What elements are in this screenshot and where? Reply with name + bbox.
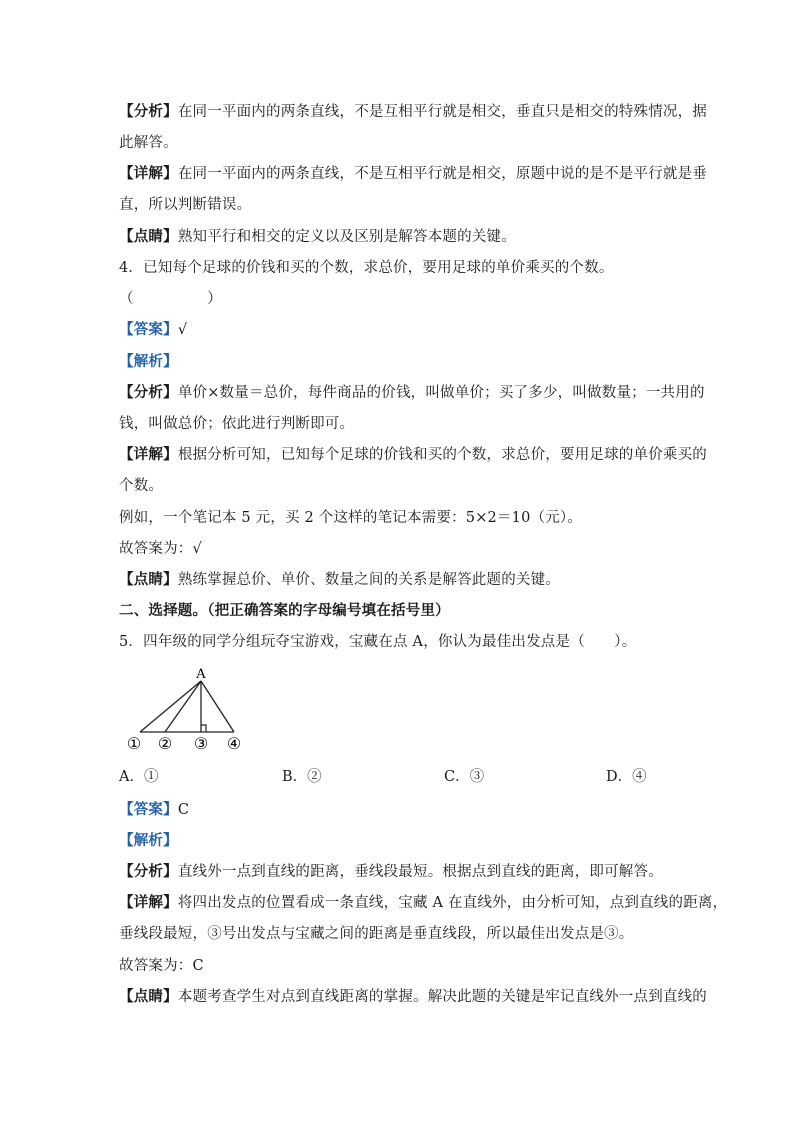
- q5-detail-line-1: [119, 893, 728, 913]
- q5-detail-text-1: 将四出发点的位置看成一条直线，宝藏 A 在直线外，由分析可知，点到直线的距离，: [177, 895, 728, 911]
- option-c[interactable]: [444, 767, 484, 787]
- detail-tag: 【详解】: [119, 165, 178, 182]
- q5-detail-text-2: 垂线段最短，③号出发点与宝藏之间的距离是垂直线段，所以最佳出发点是③。: [119, 926, 634, 942]
- section-title: 二、选择题。（把正确答案的字母编号填在括号里）: [119, 602, 450, 619]
- q4-answer-line: [119, 320, 679, 340]
- q4-analysis-line-1: [119, 383, 705, 403]
- q5-analysis-line: [119, 862, 679, 882]
- q3-comment-line: [119, 227, 679, 247]
- answer-tag: 【答案】: [119, 801, 178, 818]
- option-letter: A．: [119, 769, 144, 785]
- q4-example: 例如，一个笔记本 5 元，买 2 个这样的笔记本需要：5×2＝10（元）。: [119, 510, 583, 526]
- q3-detail-text-1: 在同一平面内的两条直线，不是互相平行就是相交，原题中说的是不是平行就是垂: [177, 166, 708, 182]
- side-4: [201, 681, 234, 732]
- q5-answer-line: [119, 800, 679, 820]
- comment-tag: 【点睛】: [119, 988, 178, 1005]
- comment-tag: 【点睛】: [119, 571, 178, 588]
- option-text: ③: [469, 769, 485, 785]
- option-letter: D．: [606, 769, 633, 785]
- explain-tag: 【解析】: [119, 353, 178, 370]
- apex-label: A: [196, 667, 206, 682]
- point-label-4: ④: [226, 734, 242, 753]
- q3-detail-line-1: [119, 164, 708, 184]
- option-a[interactable]: [119, 767, 158, 787]
- q4-comment-text: 熟练掌握总价、单价、数量之间的关系是解答此题的关键。: [177, 572, 561, 588]
- option-d[interactable]: [606, 767, 647, 787]
- analysis-tag: 【分析】: [119, 863, 178, 880]
- option-letter: C．: [444, 769, 470, 785]
- q3-analysis-line-1: [119, 102, 708, 122]
- q4-question: 4．已知每个足球的价钱和买的个数，求总价，要用足球的单价乘买的个数。: [119, 260, 614, 276]
- q3-analysis-text-1: 在同一平面内的两条直线，不是互相平行就是相交，垂直只是相交的特殊情况，据: [177, 104, 708, 120]
- q4-detail-line-1: [119, 445, 708, 465]
- analysis-tag: 【分析】: [119, 384, 178, 401]
- option-text: ②: [307, 769, 322, 785]
- q4-comment-line: [119, 570, 679, 590]
- detail-tag: 【详解】: [119, 894, 178, 911]
- q5-answer-value: C: [177, 802, 190, 818]
- point-label-1: ①: [126, 734, 142, 753]
- explain-tag: 【解析】: [119, 832, 178, 849]
- option-letter: B．: [282, 769, 308, 785]
- q5-question: 5．四年级的同学分组玩夺宝游戏，宝藏在点 A，你认为最佳出发点是（ ）。: [119, 634, 637, 650]
- analysis-tag: 【分析】: [119, 103, 178, 120]
- answer-tag: 【答案】: [119, 321, 178, 338]
- q5-analysis-text: 直线外一点到直线的距离，垂线段最短。根据点到直线的距离，即可解答。: [177, 864, 663, 880]
- point-label-3: ③: [193, 734, 209, 753]
- q3-comment-text: 熟知平行和相交的定义以及区别是解答本题的关键。: [177, 229, 516, 245]
- option-b[interactable]: [282, 767, 322, 787]
- q3-analysis-text-2: 此解答。: [119, 135, 178, 151]
- q4-answer-value: √: [177, 322, 188, 338]
- q4-explain-tag: [119, 352, 679, 372]
- option-text: ④: [632, 769, 647, 785]
- q4-detail-text-2: 个数。: [119, 478, 164, 494]
- point-label-2: ②: [157, 734, 173, 753]
- q5-explain-tag: [119, 831, 679, 851]
- q5-comment-line: [119, 987, 708, 1007]
- q4-answer-paren: （ ）: [119, 291, 222, 307]
- q5-triangle-figure: [124, 662, 244, 754]
- q4-detail-text-1: 根据分析可知，已知每个足球的价钱和买的个数，求总价，要用足球的单价乘买的: [177, 447, 708, 463]
- comment-tag: 【点睛】: [119, 228, 178, 245]
- q4-analysis-text-1: 单价×数量＝总价，每件商品的价钱，叫做单价；买了多少，叫做数量；一共用的: [177, 385, 705, 401]
- q3-detail-text-2: 直，所以判断错误。: [119, 197, 252, 213]
- detail-tag: 【详解】: [119, 446, 178, 463]
- right-angle-mark: [201, 725, 206, 732]
- q5-final-answer: 故答案为：C: [119, 958, 204, 974]
- q5-comment-text: 本题考查学生对点到直线距离的掌握。解决此题的关键是牢记直线外一点到直线的: [177, 989, 708, 1005]
- q4-analysis-text-2: 钱，叫做总价；依此进行判断即可。: [119, 416, 355, 432]
- option-text: ①: [143, 769, 159, 785]
- q4-final-answer: 故答案为：√: [119, 541, 202, 557]
